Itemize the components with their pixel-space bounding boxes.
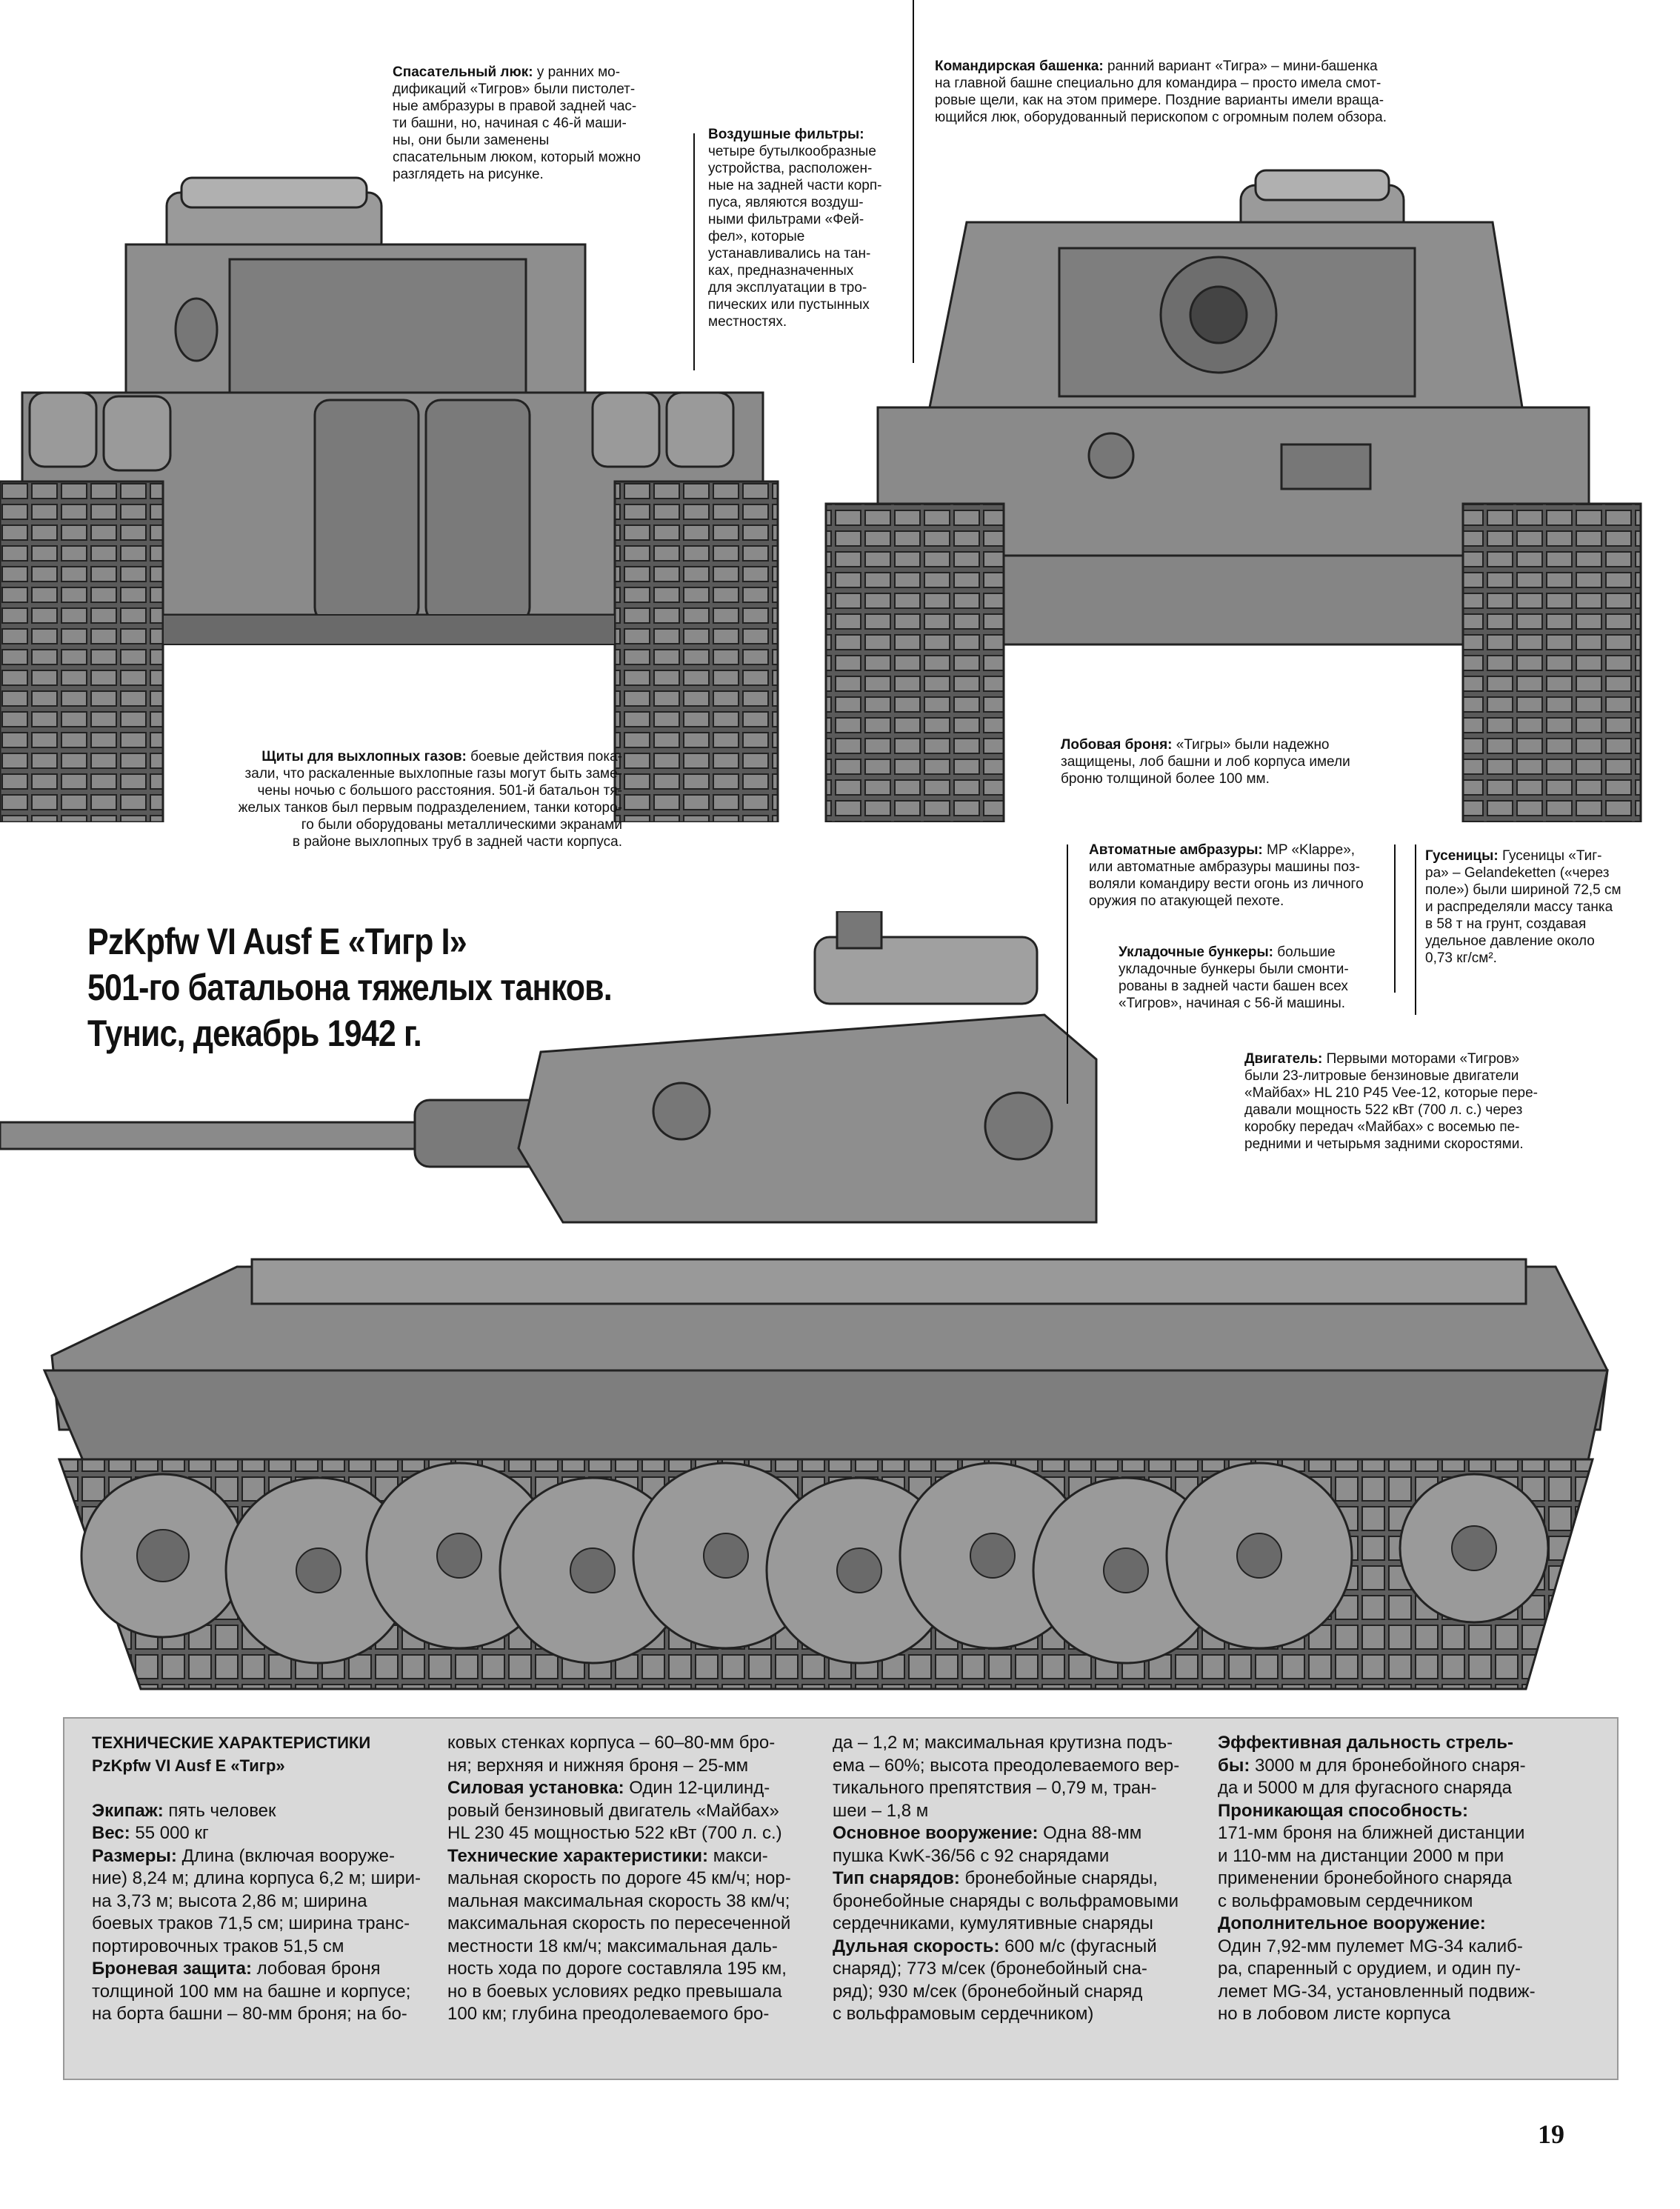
caption-line: фел», которые [708,229,805,244]
spec-line [833,1777,1196,1800]
caption-line: желых танков был первым подразделением, танки которо- [238,800,622,816]
caption-line: ровые щели, как на этом примере. Поздние варианты имели враща- [935,93,1384,108]
spec-text: на борта башни – 80-мм броня; на бо- [92,2004,407,2024]
caption-line: рованы в задней части башен всех [1119,979,1348,994]
spec-line [833,1845,1196,1868]
caption-line: Гусеницы «Тиг- [1501,848,1602,864]
caption-line: ках, предназначенных [708,263,854,279]
caption-line: «Майбах» HL 210 P45 Vee-12, которые пере- [1244,1085,1538,1101]
caption-line: редними и четырьмя задними скоростями. [1244,1136,1524,1152]
spec-line [447,1845,810,1868]
spec-text: на 3,73 м; высота 2,86 м; ширина [92,1890,367,1911]
caption-line: спасательным люком, который можно [393,150,641,165]
caption-line: дификаций «Тигров» были пистолет- [393,81,636,97]
spec-line [92,1868,425,1890]
spec-text: применении бронебойного снаряда [1218,1868,1513,1888]
caption-line: оружия по атакующей пехоте. [1089,893,1284,909]
caption-line: ра» – Gelandeketten («через [1425,865,1610,881]
caption-line: или автоматные амбразуры машины поз- [1089,859,1360,875]
spec-line [833,1868,1196,1890]
spec-text: пять человек [163,1800,276,1821]
spec-heading-1: ТЕХНИЧЕСКИЕ ХАРАКТЕРИСТИКИ [92,1733,371,1752]
spec-line [833,1981,1196,2004]
spec-line [1218,1958,1603,1981]
caption-line: ными фильтрами «Фей- [708,212,864,227]
caption-line: поле») были шириной 72,5 см [1425,882,1621,898]
spec-line [447,1868,810,1890]
spec-line [1218,1755,1603,1778]
spec-line [1218,1868,1603,1890]
caption-line: го были оборудованы металлическими экранами [301,817,622,833]
caption-air-filters [708,126,901,330]
caption-escape-hatch [393,64,674,183]
spec-line [447,1777,810,1800]
caption-line: ные на задней части корп- [708,178,882,193]
caption-line: удельное давление около [1425,933,1595,949]
spec-text: максимальная скорость по пересеченной [447,1913,791,1933]
spec-text: ние) 8,24 м; длина корпуса 6,2 м; шири- [92,1868,421,1888]
spec-text: да и 5000 м для фугасного снаряда [1218,1778,1512,1798]
spec-line [447,1732,810,1755]
spec-line [833,1800,1196,1823]
caption-line: Первыми моторами «Тигров» [1326,1051,1520,1067]
spec-line [1218,1822,1603,1845]
caption-line: «Тигров», начиная с 56-й машины. [1119,996,1346,1011]
spec-line [92,1822,425,1845]
spec-line [447,1936,810,1959]
spec-text: 100 км; глубина преодолеваемого бро- [447,2004,770,2024]
spec-line [447,1981,810,2004]
caption-mp-ports [1089,842,1400,910]
spec-text: снаряд); 773 м/сек (бронебойный сна- [833,1959,1147,1979]
leader-line-top-center [913,0,914,363]
spec-line [833,1822,1196,1845]
caption-air-filters-title: Воздушные фильтры: [708,127,864,142]
caption-line: и распределяли массу танка [1425,899,1613,915]
spec-heading-2: PzKpfw VI Ausf E «Тигр» [92,1756,285,1775]
spec-label: Проникающая способность: [1218,1800,1468,1821]
spec-label: Эффективная дальность стрель- [1218,1733,1513,1753]
leader-line-stowage [1415,844,1416,1015]
spec-line [1218,1845,1603,1868]
caption-commander-cupola-title: Командирская башенка: [935,59,1104,74]
spec-text: сердечниками, кумулятивные снаряды [833,1913,1153,1933]
spec-text: бронебойные снаряды, [959,1868,1158,1888]
spec-line [1218,1936,1603,1959]
spec-line [1218,1981,1603,2004]
caption-line: MP «Klappe», [1267,842,1356,858]
spec-line [447,1958,810,1981]
spec-line [92,1890,425,1913]
caption-line: 0,73 кг/см². [1425,950,1497,966]
spec-label: Технические характеристики: [447,1845,709,1866]
spec-text: Одна 88-мм [1038,1823,1142,1843]
spec-text: Один 7,92-мм пулемет MG-34 калиб- [1218,1936,1523,1956]
spec-text: мальная максимальная скорость 38 км/ч; [447,1890,790,1911]
caption-line: зали, что раскаленные выхлопные газы могут быть заме- [244,766,622,782]
caption-line: устройства, расположен- [708,161,873,176]
caption-escape-hatch-title: Спасательный люк: [393,64,533,80]
spec-line [92,1845,425,1868]
spec-label: Броневая защита: [92,1959,252,1979]
caption-line: коробку передач «Майбах» с восемью пе- [1244,1119,1520,1135]
caption-line: давали мощность 522 кВт (700 л. с.) через [1244,1102,1523,1118]
spec-line [92,1981,425,2004]
page-number: 19 [1538,2119,1564,2149]
caption-line: броню толщиной более 100 мм. [1061,771,1270,787]
spec-label: Дополнительное вооружение: [1218,1913,1486,1933]
spec-label: Размеры: [92,1845,177,1866]
spec-line [1218,1913,1603,1936]
spec-line [92,1913,425,1936]
spec-line [447,1890,810,1913]
spec-text: местности 18 км/ч; максимальная даль- [447,1936,778,1956]
caption-line: на главной башне специально для командира – просто имела смот- [935,76,1381,91]
spec-text: да – 1,2 м; максимальная крутизна подъ- [833,1733,1173,1753]
spec-text: с вольфрамовым сердечником [1218,1890,1473,1911]
spec-text: Длина (включая вооруже- [176,1845,395,1866]
caption-engine-title: Двигатель: [1244,1051,1323,1067]
caption-line: «Тигры» были надежно [1176,737,1330,753]
title-line-2: 501-го батальона тяжелых танков. [87,967,612,1008]
spec-label: Силовая установка: [447,1778,624,1798]
spec-text: мальная скорость по дороге 45 км/ч; нор- [447,1868,791,1888]
spec-line [447,1755,810,1778]
spec-line [92,1936,425,1959]
spec-line [92,1800,425,1823]
spec-column-3 [833,1732,1196,2026]
spec-line [447,1800,810,1823]
spec-text: лобовая броня [251,1959,381,1979]
spec-text: Один 12-цилинд- [624,1778,770,1798]
caption-line: местностях. [708,314,787,330]
caption-line: у ранних мо- [536,64,621,80]
caption-line: ти башни, но, начиная с 46-й маши- [393,116,627,131]
spec-text: лемет MG-34, установленный подвиж- [1218,1981,1536,2002]
spec-text: ряд); 930 м/сек (бронебойный снаряд [833,1981,1143,2002]
spec-text: 3000 м для бронебойного снаря- [1250,1755,1526,1776]
spec-text: HL 230 45 мощностью 522 кВт (700 л. с.) [447,1823,782,1843]
spec-line [833,2003,1196,2026]
leader-line-air-filters [693,133,695,370]
spec-text: 55 000 кг [130,1823,209,1843]
caption-line: большие [1277,944,1336,960]
caption-line: ранний вариант «Тигра» – мини-башенка [1107,59,1378,74]
caption-engine [1244,1050,1585,1153]
caption-line: ны, они были заменены [393,133,550,148]
spec-text: но в боевых условиях редко превышала [447,1981,782,2002]
spec-line [447,1913,810,1936]
spec-line [833,1958,1196,1981]
spec-line [833,1732,1196,1755]
tank-rear-view-illustration [0,170,785,822]
spec-label: Основное вооружение: [833,1823,1039,1843]
spec-spacer [92,1777,425,1800]
spec-line [447,1822,810,1845]
caption-line: были 23-литровые бензиновые двигатели [1244,1068,1519,1084]
spec-text: тикального препятствия – 0,79 м, тран- [833,1778,1157,1798]
spec-label: Вес: [92,1823,130,1843]
caption-line: устанавливались на тан- [708,246,871,261]
spec-column-1 [92,1732,425,2026]
caption-tracks-title: Гусеницы: [1425,848,1499,864]
spec-text: и 110-мм на дистанции 2000 м при [1218,1845,1504,1866]
spec-line [833,1890,1196,1913]
caption-stowage-bins [1119,944,1400,1012]
spec-line [1218,1777,1603,1800]
caption-exhaust-shields [178,748,622,850]
spec-line [1218,1800,1603,1823]
caption-line: пических или пустынных [708,297,870,313]
spec-column-4 [1218,1732,1603,2026]
spec-text: портировочных траков 51,5 см [92,1936,344,1956]
spec-line [92,1958,425,1981]
spec-text: ема – 60%; высота преодолеваемого вер- [833,1755,1180,1776]
page-title [87,919,612,1056]
spec-line [1218,2003,1603,2026]
caption-stowage-bins-title: Укладочные бункеры: [1119,944,1274,960]
caption-front-armor-title: Лобовая броня: [1061,737,1173,753]
caption-line: разглядеть на рисунке. [393,167,544,182]
caption-commander-cupola [935,58,1498,126]
spec-text: ня; верхняя и нижняя броня – 25-мм [447,1755,749,1776]
spec-text: ровый бензиновый двигатель «Майбах» [447,1800,779,1821]
spec-text: с вольфрамовым сердечником) [833,2004,1094,2024]
title-line-1: PzKpfw VI Ausf E «Тигр I» [87,921,467,962]
caption-exhaust-shields-title: Щиты для выхлопных газов: [261,749,467,764]
caption-line: воляли командиру вести огонь из личного [1089,876,1364,892]
spec-line [833,1755,1196,1778]
spec-line [1218,1890,1603,1913]
spec-line [92,2003,425,2026]
caption-line: для эксплуатации в тро- [708,280,867,296]
spec-line [447,2003,810,2026]
spec-text: пушка KwK-36/56 с 92 снарядами [833,1845,1110,1866]
spec-text: бронебойные снаряды с вольфрамовыми [833,1890,1179,1911]
spec-text: шеи – 1,8 м [833,1800,929,1821]
caption-mp-ports-title: Автоматные амбразуры: [1089,842,1263,858]
spec-text: 600 м/с (фугасный [999,1936,1157,1956]
spec-text: макси- [708,1845,768,1866]
caption-front-armor [1061,736,1372,787]
caption-line: укладочные бункеры были смонти- [1119,962,1349,977]
leader-line-mp-ports [1067,844,1068,1104]
caption-line: ные амбразуры в правой задней час- [393,99,637,114]
spec-line [833,1913,1196,1936]
spec-text: но в лобовом листе корпуса [1218,2004,1451,2024]
caption-line: четыре бутылкообразные [708,144,876,159]
spec-label: Дульная скорость: [833,1936,1000,1956]
caption-line: ющийся люк, оборудованный перископом с огромным полем обзора. [935,110,1387,125]
spec-text: толщиной 100 мм на башне и корпусе; [92,1981,411,2002]
caption-line: в районе выхлопных труб в задней части корпуса. [292,834,622,850]
caption-line: защищены, лоб башни и лоб корпуса имели [1061,754,1350,770]
caption-line: пуса, являются воздуш- [708,195,864,210]
spec-line [833,1936,1196,1959]
caption-line: боевые действия пока- [470,749,622,764]
caption-tracks [1425,847,1647,967]
spec-text: боевых траков 71,5 см; ширина транс- [92,1913,410,1933]
spec-line [1218,1732,1603,1755]
tank-front-view-illustration [804,156,1663,822]
spec-text: ра, спаренный с орудием, и один пу- [1218,1959,1521,1979]
spec-text: ковых стенках корпуса – 60–80-мм бро- [447,1733,776,1753]
spec-column-2 [447,1732,810,2026]
spec-text: ность хода по дороге составляла 195 км, [447,1959,787,1979]
spec-label: Тип снарядов: [833,1868,960,1888]
spec-label: Экипаж: [92,1800,164,1821]
caption-line: в 58 т на грунт, создавая [1425,916,1587,932]
caption-line: чены ночью с большого расстояния. 501-й батальон тя- [257,783,622,799]
spec-text: 171-мм броня на ближней дистанции [1218,1823,1525,1843]
title-line-3: Тунис, декабрь 1942 г. [87,1013,421,1054]
spec-label: бы: [1218,1755,1250,1776]
